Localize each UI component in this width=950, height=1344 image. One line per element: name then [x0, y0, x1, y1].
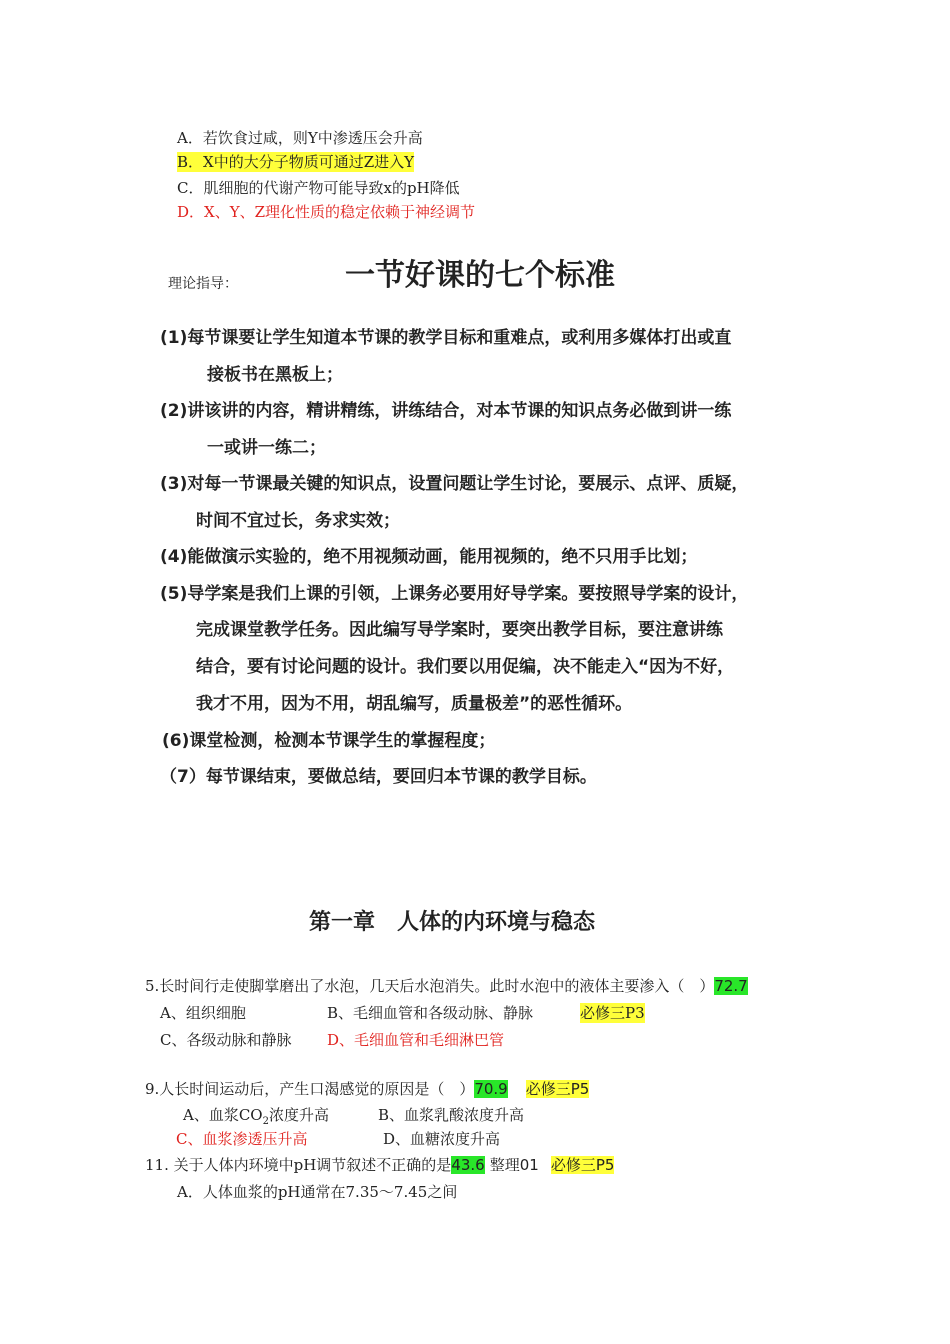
rule-line: (5)导学案是我们上课的引领，上课务必要用好导学案。要按照导学案的设计， [160, 584, 749, 604]
question-9-stem [145, 1079, 589, 1099]
question-9-text: 9.人长时间运动后，产生口渴感觉的原因是（ ） [145, 1080, 475, 1098]
score-badge: 72.7 [714, 977, 748, 995]
question-5-option-d: D、毛细血管和毛细淋巴管 [327, 1031, 505, 1049]
question-5-option-c: C、各级动脉和静脉 [160, 1031, 292, 1049]
rule-line: (6)课堂检测，检测本节课学生的掌握程度； [162, 731, 496, 751]
rule-line: 结合，要有讨论问题的设计。我们要以用促编，决不能走入“因为不好， [196, 657, 735, 677]
rule-line: 时间不宜过长，务求实效； [196, 511, 400, 531]
question-9-option-d: D、血糖浓度升高 [383, 1130, 501, 1148]
question-5-text: 5.长时间行走使脚掌磨出了水泡，几天后水泡消失。此时水泡中的液体主要渗入（ ） [145, 977, 715, 995]
question-5-option-a: A、组织细胞 [160, 1004, 246, 1022]
rule-line: (4)能做演示实验的，绝不用视频动画，能用视频的，绝不只用手比划； [160, 547, 698, 567]
option-d: D．X、Y、Z理化性质的稳定依赖于神经调节 [177, 203, 476, 221]
source-tag: 整理01 [489, 1156, 539, 1174]
rule-line: 我才不用，因为不用，胡乱编写，质量极差”的恶性循环。 [196, 694, 633, 714]
question-9-option-a: A、血浆$CO_2$浓度升高 [183, 1106, 329, 1127]
question-5-option-b: B、毛细血管和各级动脉、静脉 [327, 1004, 534, 1022]
chapter-title: 第一章 人体的内环境与稳态 [309, 910, 596, 935]
theory-title: 一节好课的七个标准 [345, 258, 615, 293]
theory-label: 理论指导： [168, 276, 238, 292]
question-9-option-b: B、血浆乳酸浓度升高 [378, 1106, 525, 1124]
question-11-option-a: A．人体血浆的pH通常在7.35～7.45之间 [177, 1183, 458, 1201]
question-5-stem [145, 976, 748, 996]
reference-tag: 必修三P3 [580, 1004, 645, 1022]
option-b: B．X中的大分子物质可通过Z进入Y [177, 153, 415, 171]
score-badge: 43.6 [451, 1156, 485, 1174]
rule-line: (1)每节课要让学生知道本节课的教学目标和重难点，或利用多媒体打出或直 [160, 328, 732, 348]
question-9-option-c: C、血浆渗透压升高 [176, 1130, 308, 1148]
rule-line: 完成课堂教学任务。因此编写导学案时，要突出教学目标，要注意讲练 [196, 620, 723, 640]
rule-line: 一或讲一练二； [207, 438, 326, 458]
option-c: C．肌细胞的代谢产物可能导致x的pH降低 [177, 179, 460, 197]
score-badge: 70.9 [474, 1080, 508, 1098]
rule-line: (3)对每一节课最关键的知识点，设置问题让学生讨论，要展示、点评、质疑， [160, 474, 749, 494]
rule-line: （7）每节课结束，要做总结，要回归本节课的教学目标。 [160, 767, 597, 787]
question-11-stem [145, 1155, 614, 1175]
option-a: A．若饮食过咸，则Y中渗透压会升高 [177, 129, 423, 147]
rule-line: 接板书在黑板上； [207, 365, 343, 385]
reference-tag: 必修三P5 [550, 1156, 615, 1174]
reference-tag: 必修三P5 [525, 1080, 590, 1098]
rule-line: (2)讲该讲的内容，精讲精练，讲练结合，对本节课的知识点务必做到讲一练 [160, 401, 732, 421]
question-11-text: 11. 关于人体内环境中pH调节叙述不正确的是 [145, 1156, 452, 1174]
